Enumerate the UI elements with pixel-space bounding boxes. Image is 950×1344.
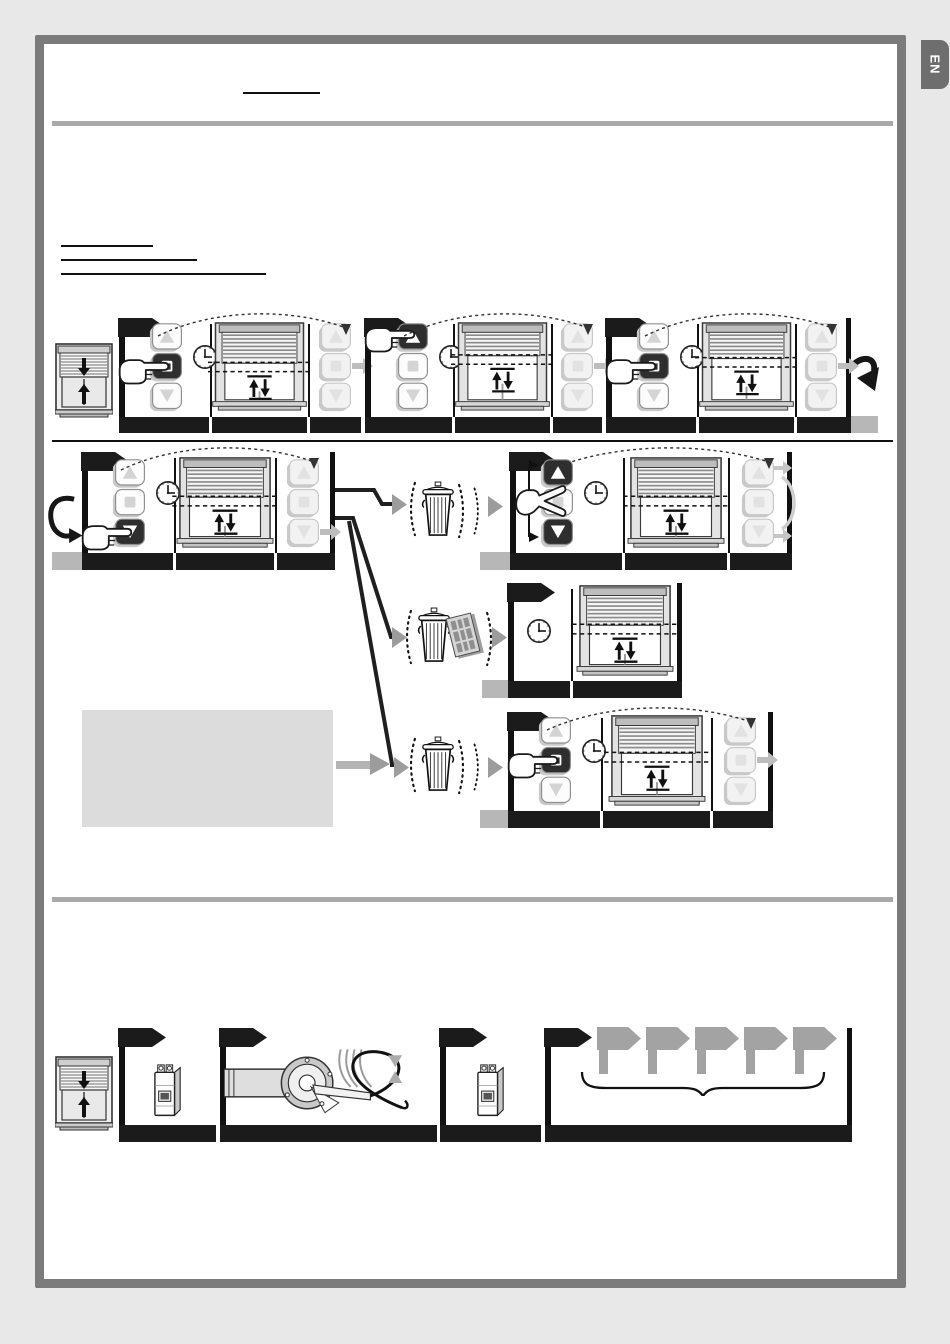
caption-divider xyxy=(173,553,176,570)
caption-divider xyxy=(622,553,625,570)
dashed-arc xyxy=(544,698,757,742)
keypad-icon xyxy=(450,615,478,659)
hand-press-icon xyxy=(80,519,134,553)
step-press-stop-3-caption xyxy=(508,811,773,828)
hand-press-icon xyxy=(117,353,171,387)
brace-icon xyxy=(578,1070,828,1096)
note-arrow-shaft xyxy=(336,761,370,769)
caption-divider xyxy=(710,811,713,828)
list-underline-3 xyxy=(61,273,266,275)
caption-gray-strip-4 xyxy=(482,680,508,698)
continued-from-arrow-icon xyxy=(46,490,84,548)
caption-divider xyxy=(209,417,212,433)
step-press-stop-2-caption xyxy=(606,417,851,433)
dashed-arc xyxy=(642,304,838,348)
caption-divider xyxy=(600,811,603,828)
step-press-stop-caption xyxy=(119,417,361,433)
trash-icon xyxy=(416,607,452,664)
dashed-paren-left-icon xyxy=(406,481,418,537)
result-arrows-both-icon xyxy=(774,459,804,547)
shutter-window-icon-1 xyxy=(55,343,113,419)
dashed-paren-left-icon xyxy=(402,609,414,665)
dashed-paren-right-icon xyxy=(456,483,468,539)
circuit-breaker-icon xyxy=(472,1063,510,1121)
caption-divider xyxy=(452,417,455,433)
result-arrow-icon xyxy=(320,523,342,541)
shutter-window-diagram xyxy=(571,584,679,678)
trash-icon xyxy=(420,481,456,538)
caption-gray-strip-2 xyxy=(52,552,82,570)
step-press-down-caption xyxy=(82,553,335,570)
list-underline-1 xyxy=(61,245,153,247)
section-rule-2 xyxy=(52,897,893,902)
step-breaker-on-caption xyxy=(440,1125,541,1142)
caption-divider xyxy=(274,553,277,570)
step-disconnect-motor-cable-caption xyxy=(220,1125,437,1142)
dashed-arc xyxy=(401,304,594,348)
caption-gray-strip-5 xyxy=(480,810,508,828)
dashed-paren-right-icon xyxy=(456,739,468,795)
keypad-face xyxy=(446,612,481,657)
step-repeat-steps-caption xyxy=(545,1125,852,1142)
note-box xyxy=(82,710,333,827)
hand-two-fingers-icon xyxy=(514,479,568,523)
result-arrow-icon xyxy=(838,357,860,375)
dashed-arc xyxy=(118,438,320,482)
dashed-paren-left-icon xyxy=(406,737,418,793)
dashed-paren-extra-icon xyxy=(472,486,482,536)
step-press-up-down-caption xyxy=(510,553,792,570)
section-rule-1 xyxy=(52,121,893,126)
dashed-arc xyxy=(155,304,352,348)
caption-divider xyxy=(550,417,553,433)
dashed-paren-right-icon xyxy=(484,611,496,667)
caption-divider xyxy=(307,417,310,433)
step-wait-clock-caption xyxy=(508,681,682,698)
language-tab xyxy=(921,40,949,89)
caption-divider xyxy=(727,553,730,570)
dashed-paren-extra-icon xyxy=(472,742,482,792)
caption-divider xyxy=(570,681,573,698)
list-underline-2 xyxy=(61,259,197,261)
caption-divider xyxy=(696,417,699,433)
circuit-breaker-icon xyxy=(149,1063,187,1121)
clock-icon xyxy=(582,479,610,507)
dashed-arc xyxy=(546,438,775,482)
shutter-window-icon-2 xyxy=(55,1056,113,1132)
trash-icon xyxy=(420,736,456,793)
result-arrow-icon xyxy=(757,751,779,769)
step-breaker-off-caption xyxy=(119,1125,216,1142)
hand-press-icon xyxy=(604,353,658,387)
caption-gray-strip-3 xyxy=(480,552,510,570)
title-underline xyxy=(243,92,320,94)
tubular-motor-cable-icon xyxy=(224,1043,412,1121)
block-right-border xyxy=(847,1028,852,1125)
step-press-up-caption xyxy=(365,417,602,433)
language-tab-label: EN xyxy=(927,54,943,75)
caption-gray-strip-1 xyxy=(851,416,878,433)
clock-icon xyxy=(525,617,553,645)
caption-divider xyxy=(794,417,797,433)
hand-press-icon xyxy=(506,747,560,781)
